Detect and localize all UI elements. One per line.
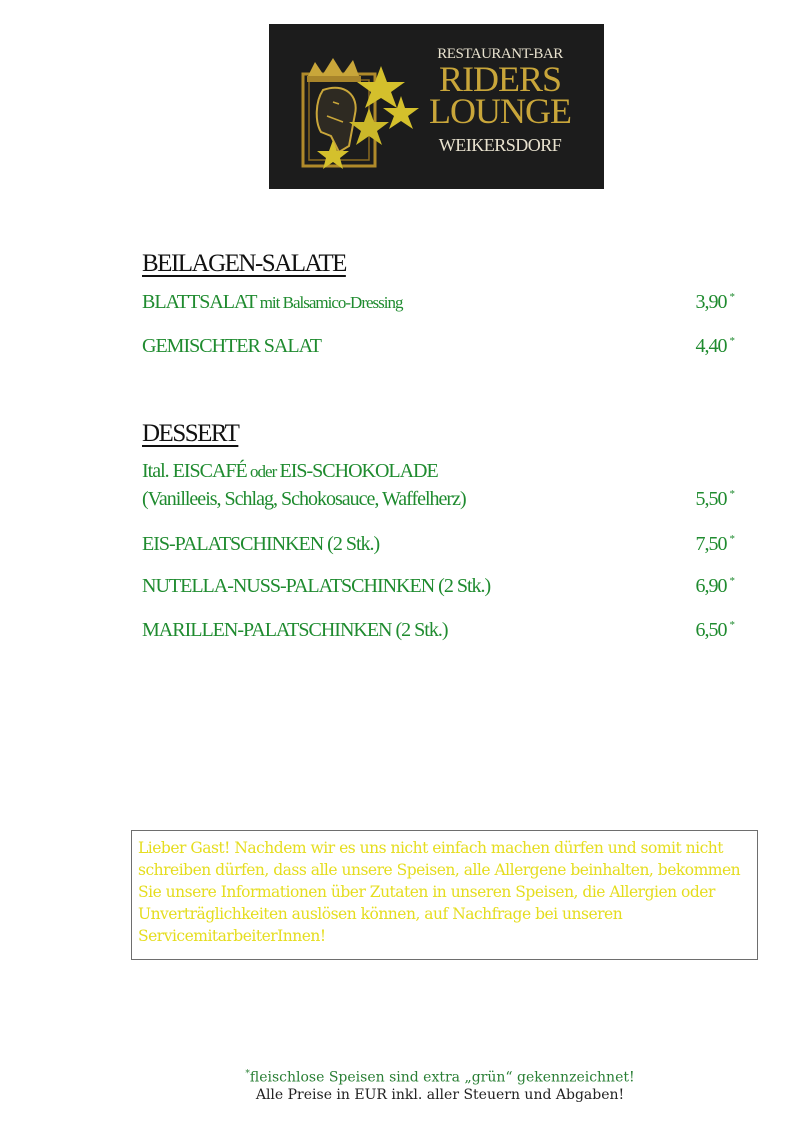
menu-item-name: MARILLEN-PALATSCHINKEN (2 Stk.): [142, 619, 448, 641]
restaurant-logo: [269, 24, 604, 189]
menu-item-name: EIS-PALATSCHINKEN (2 Stk.): [142, 533, 380, 555]
logo-subtitle: RESTAURANT-BAR: [437, 46, 563, 62]
menu-item-price: 7,50 *: [695, 533, 734, 555]
footer-price-note: Alle Preise in EUR inkl. aller Steuern und Abgaben!: [255, 1087, 625, 1103]
menu-item-price: 6,90 *: [695, 575, 734, 597]
menu-item-price: 5,50 *: [695, 488, 734, 510]
menu-item-price: 3,90 *: [695, 291, 734, 313]
logo-name-line1: RIDERS: [438, 59, 562, 99]
logo-text-block: [420, 46, 580, 156]
menu-item-name: BLATTSALAT mit Balsamico-Dressing: [142, 291, 403, 313]
allergen-notice: Lieber Gast! Nachdem wir es uns nicht einfach machen dürfen und somit nicht schreiben dürfen, dass alle unsere Speisen, alle Allergene beinhalten, bekommen Sie unsere Informationen über Zutaten in unseren Speisen, die Allergien oder Unverträglichkeiten auslösen können, auf Nachfrage bei unseren ServicemitarbeiterInnen!: [131, 830, 758, 960]
menu-item-name: Ital. EISCAFÉ oder EIS-SCHOKOLADE: [142, 460, 438, 482]
menu-item-name: NUTELLA-NUSS-PALATSCHINKEN (2 Stk.): [142, 575, 491, 597]
logo-town: WEIKERSDORF: [438, 135, 562, 155]
section-heading-salads: BEILAGEN-SALATE: [142, 250, 346, 277]
menu-item-price: 6,50 *: [695, 619, 734, 641]
section-heading-dessert: DESSERT: [142, 420, 239, 447]
menu-item-detail: (Vanilleeis, Schlag, Schokosauce, Waffelherz): [142, 488, 466, 510]
footer-vegetarian-note: *fleischlose Speisen sind extra „grün“ gekennzeichnet!: [245, 1069, 635, 1086]
menu-item-price: 4,40 *: [695, 335, 734, 357]
menu-item-name: GEMISCHTER SALAT: [142, 335, 322, 357]
horse-head-crown-stars-icon: [293, 52, 423, 172]
logo-name-line2: LOUNGE: [429, 91, 571, 131]
